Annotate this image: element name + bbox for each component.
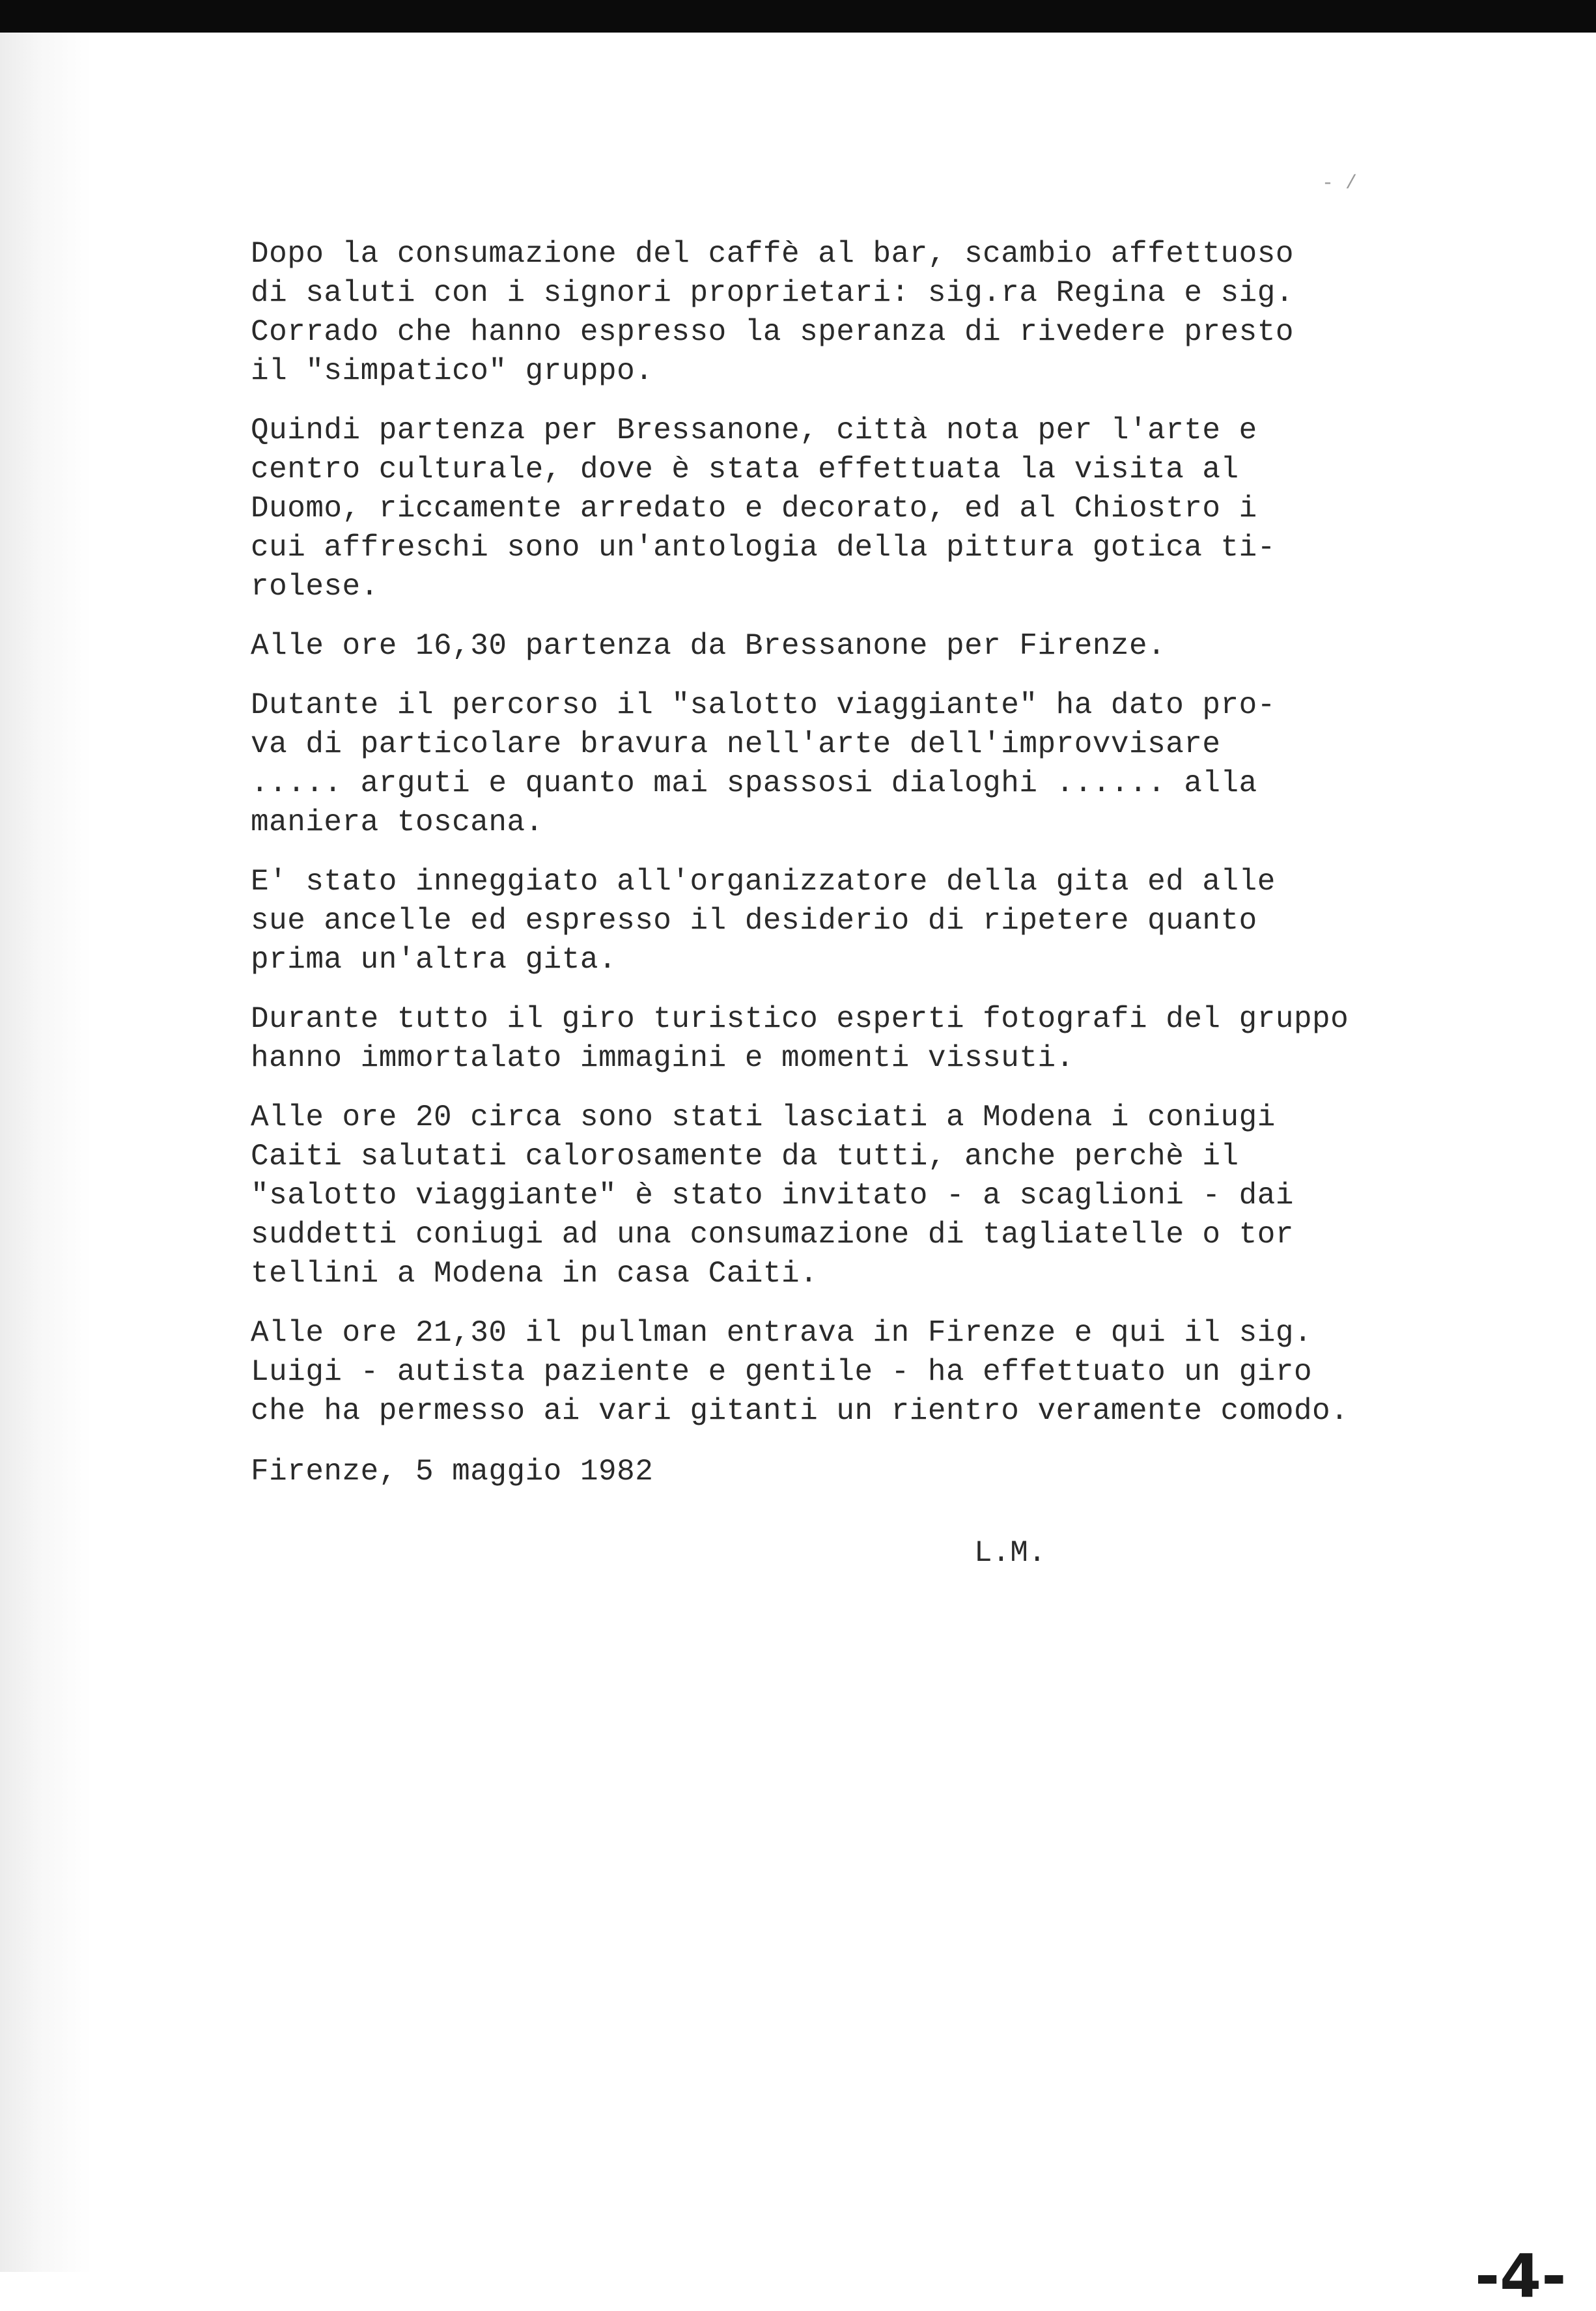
paragraph-departure-time: Alle ore 16,30 partenza da Bressanone per Firenze. (251, 629, 1166, 663)
paragraph-bressanone-visit: Quindi partenza per Bressanone, città nota per l'arte e centro culturale, dove è stata effettuata la visita al Duomo, riccamente arredato e decorato, ed al Chiostro i cui affreschi sono un'antologia della pittura gotica ti- rolese. (251, 413, 1276, 604)
date-line: Firenze, 5 maggio 1982 (251, 1455, 654, 1489)
paragraph-photographers: Durante tutto il giro turistico esperti fotografi del gruppo hanno immortalato immagini e momenti vissuti. (251, 1002, 1349, 1075)
paragraph-coffee-farewell: Dopo la consumazione del caffè al bar, scambio affettuoso di saluti con i signori proprietari: sig.ra Regina e sig. Corrado che hanno espresso la speranza di rivedere presto il "simpatico" gruppo. (251, 237, 1294, 388)
signature-initials: L.M. (974, 1536, 1046, 1570)
document-page (0, 33, 1596, 2311)
letter-body (251, 234, 1488, 1451)
scanner-top-edge (0, 0, 1596, 33)
paragraph-organizer-praise: E' stato inneggiato all'organizzatore della gita ed alle sue ancelle ed espresso il desiderio di ripetere quanto prima un'altra gita. (251, 865, 1276, 977)
paragraph-firenze-arrival: Alle ore 21,30 il pullman entrava in Firenze e qui il sig. Luigi - autista paziente e gentile - ha effettuato un giro che ha permesso ai vari gitanti un rientro veramente comodo. (251, 1316, 1349, 1428)
paragraph-modena-stop: Alle ore 20 circa sono stati lasciati a Modena i coniugi Caiti salutati calorosamente da tutti, anche perchè il "salotto viaggiante" è stato invitato - a scaglioni - dai suddetti coniugi ad una consumazione di tagliatelle o tor tellini a Modena in casa Caiti. (251, 1100, 1294, 1291)
stray-pen-mark: - / (1322, 173, 1358, 195)
paragraph-salotto-viaggiante: Dutante il percorso il "salotto viaggiante" ha dato pro- va di particolare bravura nell'arte dell'improvvisare ..... arguti e quanto mai spassosi dialoghi ...... alla maniera toscana. (251, 688, 1276, 839)
page-number: -4- (1475, 2241, 1567, 2311)
